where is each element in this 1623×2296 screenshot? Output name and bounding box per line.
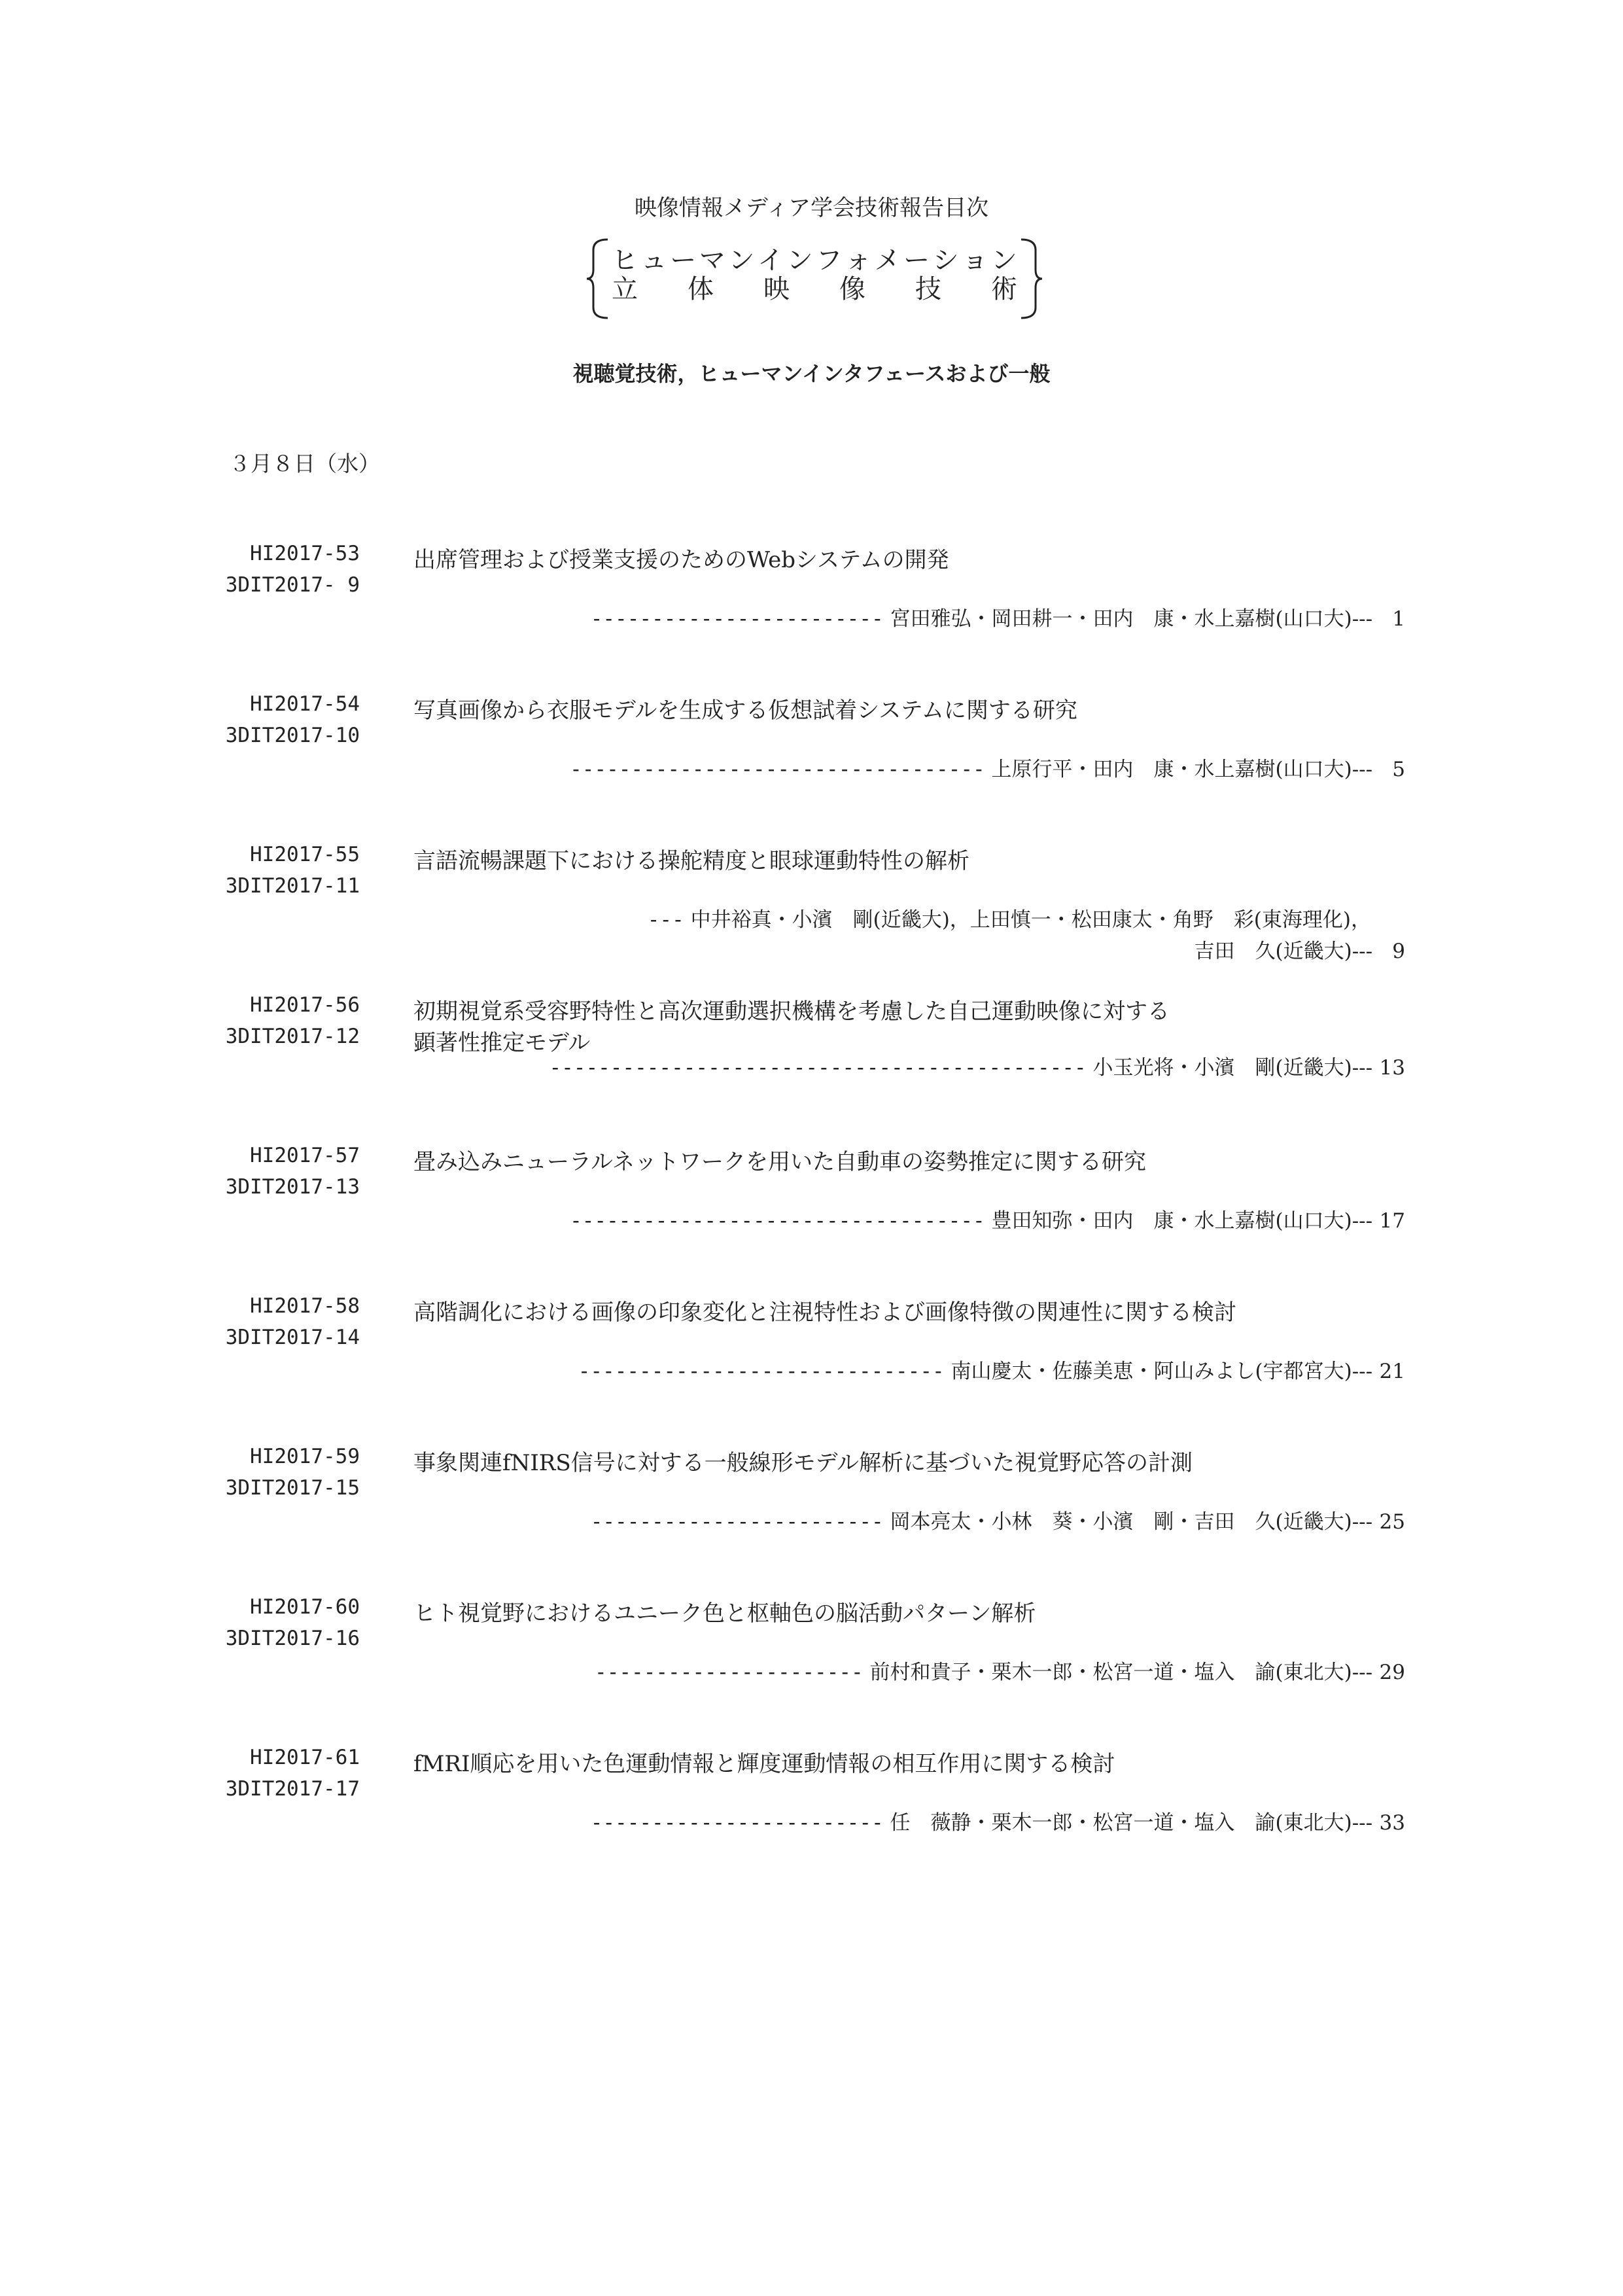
leader-dashes: ------------------------ (590, 1510, 884, 1534)
leader-dashes: ------------------------ (590, 607, 884, 631)
author-line-continued (1195, 934, 1405, 964)
report-code-3dit: 3DIT2017-17 (225, 1777, 360, 1801)
category-char: ョ (962, 245, 988, 275)
author-line (591, 1806, 1405, 1835)
paper-title: 言語流暢課題下における操舵精度と眼球運動特性の解析 (413, 848, 969, 874)
category-char: ヒ (612, 245, 638, 275)
author-line (549, 1051, 1405, 1080)
authors: 中井裕真・小濱 剛(近畿大)，上田慎一・松田康太・角野 彩(東海理化)， (690, 908, 1371, 932)
paper-title: fMRI順応を用いた色運動情報と輝度運動情報の相互作用に関する検討 (413, 1751, 1115, 1777)
page-number: 9 (1392, 940, 1405, 963)
report-code-3dit: 3DIT2017-15 (225, 1476, 360, 1500)
session-subtitle: 視聴覚技術，ヒューマンインタフェースおよび一般 (572, 361, 1051, 386)
report-code-3dit: 3DIT2017-10 (225, 724, 360, 747)
paper-title: ヒト視覚野におけるユニーク色と枢軸色の脳活動パターン解析 (413, 1600, 1036, 1627)
category-char: ン (728, 245, 755, 275)
authors: 南山慶太・佐藤美恵・阿山みよし(宇都宮大)--- (951, 1360, 1373, 1383)
category-char: ー (670, 245, 697, 275)
report-code-3dit: 3DIT2017-11 (225, 874, 360, 898)
page-number: 25 (1379, 1510, 1405, 1534)
report-code-hi: HI2017-53 (250, 542, 360, 565)
category-bracket (585, 237, 1043, 321)
authors: 前村和貴子・栗木一郎・松宮一道・塩入 諭(東北大)--- (869, 1661, 1373, 1684)
category-char: 体 (688, 274, 714, 304)
leader-dashes: ---------------------------------- (570, 758, 985, 781)
session-date: ３月８日（水） (229, 451, 380, 476)
leader-dashes: ---------------------- (595, 1661, 864, 1684)
authors: 小玉光将・小濱 剛(近畿大)--- (1092, 1056, 1373, 1080)
report-code-hi: HI2017-57 (250, 1144, 360, 1167)
category-char: 術 (991, 274, 1017, 304)
page-number: 5 (1392, 758, 1405, 781)
paper-title: 事象関連fNIRS信号に対する一般線形モデル解析に基づいた視覚野応答の計測 (413, 1450, 1193, 1476)
author-line (595, 1655, 1405, 1685)
report-code-hi: HI2017-58 (250, 1294, 360, 1318)
author-line (591, 1505, 1405, 1534)
page-number: 13 (1379, 1056, 1405, 1080)
report-code-3dit: 3DIT2017-12 (225, 1025, 360, 1048)
paper-title: 出席管理および授業支援のためのWebシステムの開発 (413, 547, 949, 573)
authors-continued: 吉田 久(近畿大)--- (1194, 940, 1373, 963)
category-char: ォ (845, 245, 871, 275)
category-char: 像 (839, 274, 865, 304)
page-number: 33 (1379, 1811, 1405, 1835)
authors: 上原行平・田内 康・水上嘉樹(山口大)--- (991, 758, 1373, 781)
category-char: ー (903, 245, 930, 275)
report-title: 映像情報メディア学会技術報告目次 (634, 195, 989, 221)
leader-dashes: -------------------------------------------- (549, 1056, 1087, 1080)
leader-dashes: ------------------------------ (578, 1360, 945, 1383)
leader-dashes: ------------------------ (590, 1811, 884, 1835)
report-code-3dit: 3DIT2017-16 (225, 1627, 360, 1650)
paper-title-continued: 顕著性推定モデル (413, 1030, 591, 1056)
report-code-hi: HI2017-60 (250, 1595, 360, 1619)
category-char: イ (758, 245, 784, 275)
report-code-hi: HI2017-56 (250, 993, 360, 1017)
category-char: 映 (763, 274, 790, 304)
paper-title: 初期視覚系受容野特性と高次運動選択機構を考慮した自己運動映像に対する (413, 998, 1170, 1025)
leader-dashes: ---------------------------------- (570, 1209, 985, 1233)
report-code-hi: HI2017-54 (250, 692, 360, 716)
category-char: 立 (612, 274, 638, 304)
authors: 岡本亮太・小林 葵・小濱 剛・吉田 久(近畿大)--- (890, 1510, 1373, 1534)
authors: 豊田知弥・田内 康・水上嘉樹(山口大)--- (991, 1209, 1373, 1233)
authors: 宮田雅弘・岡田耕一・田内 康・水上嘉樹(山口大)--- (890, 607, 1373, 631)
leader-dashes: --- (647, 908, 684, 932)
report-code-hi: HI2017-55 (250, 843, 360, 866)
author-line (570, 1204, 1405, 1233)
page-number: 21 (1379, 1360, 1405, 1383)
category-char: 技 (915, 274, 941, 304)
page-number: 17 (1379, 1209, 1405, 1233)
report-code-hi: HI2017-61 (250, 1746, 360, 1769)
author-line (591, 602, 1405, 631)
category-3d-image-technology (612, 275, 1017, 304)
category-char: メ (874, 245, 901, 275)
report-code-3dit: 3DIT2017-14 (225, 1326, 360, 1349)
author-line (648, 903, 1371, 932)
author-line (578, 1354, 1405, 1384)
authors: 任 薇静・栗木一郎・松宮一道・塩入 諭(東北大)--- (890, 1811, 1373, 1835)
category-char: シ (932, 245, 959, 275)
report-code-3dit: 3DIT2017- 9 (225, 573, 360, 597)
paper-title: 写真画像から衣服モデルを生成する仮想試着システムに関する研究 (413, 698, 1077, 724)
page-number: 1 (1392, 607, 1405, 631)
category-char: ュ (640, 245, 667, 275)
paper-title: 高階調化における画像の印象変化と注視特性および画像特徴の関連性に関する検討 (413, 1299, 1236, 1326)
author-line (570, 752, 1405, 782)
category-char: ン (786, 245, 813, 275)
paper-title: 畳み込みニューラルネットワークを用いた自動車の姿勢推定に関する研究 (413, 1149, 1146, 1175)
category-human-information (612, 246, 1017, 275)
category-char: ン (990, 245, 1017, 275)
category-char: マ (699, 245, 725, 275)
page-number: 29 (1379, 1661, 1405, 1684)
category-char: フ (816, 245, 843, 275)
report-code-hi: HI2017-59 (250, 1445, 360, 1468)
report-code-3dit: 3DIT2017-13 (225, 1175, 360, 1199)
